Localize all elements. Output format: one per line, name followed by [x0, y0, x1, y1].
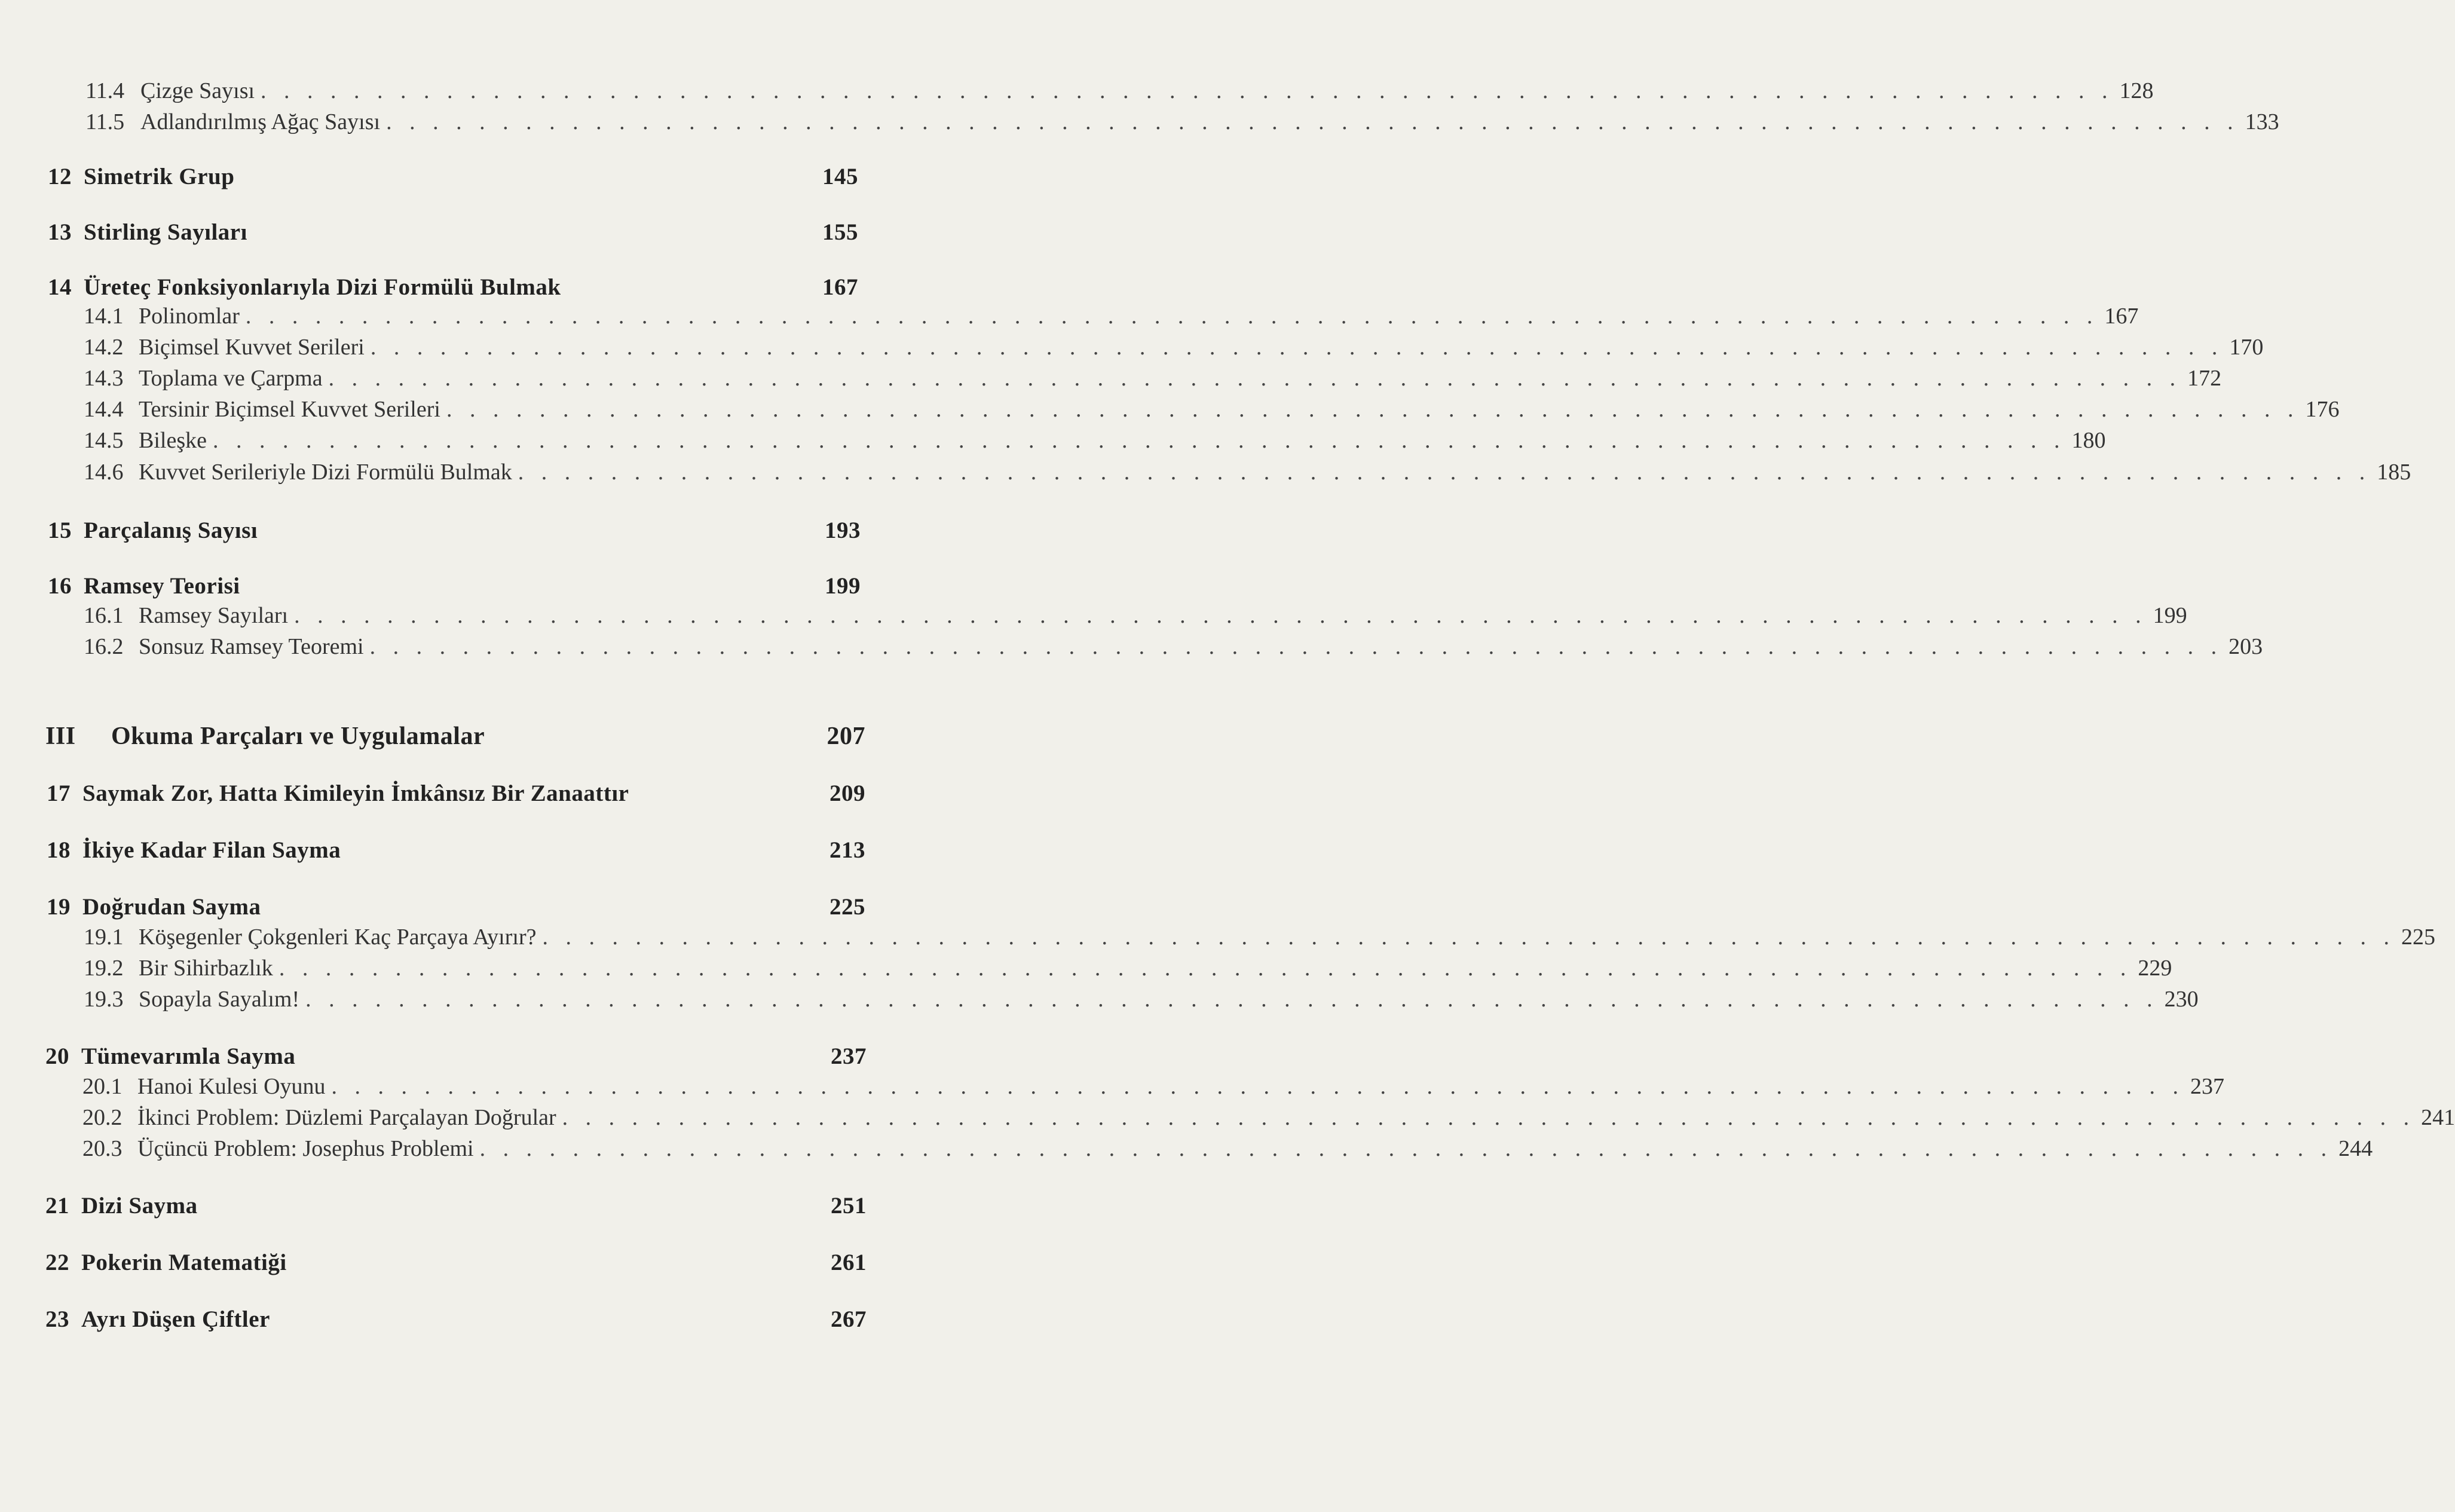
- page-number: 199: [2153, 603, 2187, 628]
- page-number: 230: [2164, 987, 2199, 1012]
- section-entry-14-3: [84, 365, 2222, 391]
- chapter-entry-12: [48, 163, 858, 190]
- entry-title: Tersinir Biçimsel Kuvvet Serileri: [139, 397, 440, 422]
- dot-leader: . . . . . . . . . . . . . . . . . . . . . . . . . . . . . . . . . . . . . . . . . . . . . . . . . . . . . . . . . . . . . . . . . . . . . . . . . . . . . . . .: [245, 304, 2099, 329]
- page-number: 225: [2401, 925, 2435, 950]
- entry-number: III: [45, 723, 76, 750]
- section-entry-14-4: [84, 396, 2340, 423]
- entry-title: Ayrı Düşen Çiftler: [81, 1306, 270, 1332]
- entry-title: Saymak Zor, Hatta Kimileyin İmkânsız Bir Zanaattır: [82, 781, 629, 806]
- page-number: 229: [2138, 956, 2172, 981]
- entry-title: Dizi Sayma: [81, 1193, 198, 1219]
- page-number: 209: [829, 781, 865, 806]
- entry-number: 14: [48, 274, 72, 300]
- entry-title: İkinci Problem: Düzlemi Parçalayan Doğrular: [137, 1105, 556, 1130]
- section-entry-14-2: [84, 334, 2264, 360]
- entry-number: 23: [45, 1306, 69, 1332]
- section-entry-11-5: [85, 109, 2279, 135]
- entry-title: Çizge Sayısı: [140, 78, 255, 103]
- entry-title: Üçüncü Problem: Josephus Problemi: [137, 1136, 474, 1161]
- entry-title: Hanoi Kulesi Oyunu: [137, 1074, 326, 1099]
- entry-title: Ramsey Teorisi: [84, 573, 240, 599]
- entry-number: 19.1: [84, 925, 124, 950]
- entry-number: 19: [47, 894, 71, 920]
- entry-number: 16.2: [84, 634, 124, 659]
- page-number: 185: [2377, 460, 2411, 485]
- entry-number: 16: [48, 573, 72, 599]
- chapter-entry-16: [48, 573, 861, 599]
- entry-number: 20.3: [82, 1136, 123, 1161]
- entry-title: Toplama ve Çarpma: [139, 366, 323, 391]
- page-number: 128: [2119, 78, 2154, 103]
- entry-title: İkiye Kadar Filan Sayma: [82, 837, 341, 863]
- page-number: 237: [2190, 1074, 2225, 1099]
- entry-title: Okuma Parçaları ve Uygulamalar: [111, 723, 485, 750]
- page-number: 176: [2305, 397, 2340, 422]
- dot-leader: . . . . . . . . . . . . . . . . . . . . . . . . . . . . . . . . . . . . . . . . . . . . . . . . . . . . . . . . . . . . . . . . . . . . . . . . . . . . . . . .: [562, 1105, 2416, 1130]
- part-entry-iii: [45, 722, 865, 751]
- dot-leader: . . . . . . . . . . . . . . . . . . . . . . . . . . . . . . . . . . . . . . . . . . . . . . . . . . . . . . . . . . . . . . . . . . . . . . . . . . . . . . . .: [261, 78, 2114, 103]
- entry-title: Ramsey Sayıları: [139, 603, 289, 628]
- page-number: 145: [822, 164, 858, 189]
- entry-title: Adlandırılmış Ağaç Sayısı: [140, 109, 381, 134]
- entry-title: Sopayla Sayalım!: [139, 987, 300, 1012]
- section-entry-14-5: [84, 427, 2106, 454]
- page-number: 225: [829, 894, 865, 920]
- page-number: 237: [831, 1043, 867, 1069]
- entry-number: 16.1: [84, 603, 124, 628]
- page-number: 244: [2338, 1136, 2373, 1161]
- entry-title: Bir Sihirbazlık: [139, 956, 273, 981]
- page-number: 170: [2229, 335, 2264, 360]
- page-number: 261: [831, 1250, 867, 1275]
- dot-leader: . . . . . . . . . . . . . . . . . . . . . . . . . . . . . . . . . . . . . . . . . . . . . . . . . . . . . . . . . . . . . . . . . . . . . . . . . . . . . . . .: [479, 1136, 2333, 1161]
- entry-number: 14.1: [84, 304, 124, 329]
- chapter-entry-15: [48, 517, 861, 544]
- entry-title: Doğrudan Sayma: [82, 894, 261, 920]
- section-entry-16-2: [84, 633, 2263, 660]
- entry-number: 19.3: [84, 987, 124, 1012]
- entry-number: 14.3: [84, 366, 124, 391]
- entry-number: 13: [48, 219, 72, 245]
- page-number: 213: [829, 837, 865, 863]
- page-number: 241: [2421, 1105, 2455, 1130]
- page-number: 172: [2187, 366, 2222, 391]
- entry-title: Pokerin Matematiği: [81, 1250, 287, 1275]
- section-entry-19-3: [84, 986, 2199, 1012]
- entry-title: Biçimsel Kuvvet Serileri: [139, 335, 365, 360]
- entry-number: 11.5: [85, 109, 125, 134]
- chapter-entry-22: [45, 1249, 867, 1276]
- entry-title: Simetrik Grup: [84, 164, 235, 189]
- entry-title: Tümevarımla Sayma: [81, 1043, 296, 1069]
- chapter-entry-17: [47, 780, 865, 807]
- entry-number: 20.2: [82, 1105, 123, 1130]
- entry-number: 12: [48, 164, 72, 189]
- entry-title: Parçalanış Sayısı: [84, 518, 258, 543]
- section-entry-14-6: [84, 459, 2411, 485]
- entry-title: Sonsuz Ramsey Teoremi: [139, 634, 364, 659]
- page-number: 155: [822, 219, 858, 245]
- dot-leader: . . . . . . . . . . . . . . . . . . . . . . . . . . . . . . . . . . . . . . . . . . . . . . . . . . . . . . . . . . . . . . . . . . . . . . . . . . . . . . . .: [294, 603, 2147, 628]
- section-entry-14-1: [84, 303, 2139, 329]
- entry-title: Kuvvet Serileriyle Dizi Formülü Bulmak: [139, 460, 512, 485]
- section-entry-11-4: [85, 78, 2154, 104]
- section-entry-20-3: [82, 1135, 2373, 1162]
- dot-leader: . . . . . . . . . . . . . . . . . . . . . . . . . . . . . . . . . . . . . . . . . . . . . . . . . . . . . . . . . . . . . . . . . . . . . . . . . . . . . . . .: [305, 987, 2159, 1012]
- section-entry-20-1: [82, 1073, 2225, 1100]
- section-entry-16-1: [84, 602, 2187, 629]
- dot-leader: . . . . . . . . . . . . . . . . . . . . . . . . . . . . . . . . . . . . . . . . . . . . . . . . . . . . . . . . . . . . . . . . . . . . . . . . . . . . . . . .: [370, 335, 2224, 360]
- entry-number: 21: [45, 1193, 69, 1219]
- page-number: 193: [825, 518, 861, 543]
- page-number: 180: [2071, 428, 2106, 453]
- dot-leader: . . . . . . . . . . . . . . . . . . . . . . . . . . . . . . . . . . . . . . . . . . . . . . . . . . . . . . . . . . . . . . . . . . . . . . . . . . . . . . . .: [328, 366, 2182, 391]
- entry-title: Polinomlar: [139, 304, 240, 329]
- page-number: 167: [2104, 304, 2139, 329]
- chapter-entry-14: [48, 274, 858, 301]
- entry-number: 11.4: [85, 78, 125, 103]
- entry-number: 20.1: [82, 1074, 123, 1099]
- entry-number: 15: [48, 518, 72, 543]
- page-number: 267: [831, 1306, 867, 1332]
- page-number: 167: [822, 274, 858, 300]
- chapter-entry-23: [45, 1306, 867, 1333]
- entry-number: 20: [45, 1043, 69, 1069]
- entry-number: 17: [47, 781, 71, 806]
- entry-number: 19.2: [84, 956, 124, 981]
- entry-number: 22: [45, 1250, 69, 1275]
- dot-leader: . . . . . . . . . . . . . . . . . . . . . . . . . . . . . . . . . . . . . . . . . . . . . . . . . . . . . . . . . . . . . . . . . . . . . . . . . . . . . . . .: [386, 109, 2239, 134]
- page-number: 203: [2229, 634, 2263, 659]
- dot-leader: . . . . . . . . . . . . . . . . . . . . . . . . . . . . . . . . . . . . . . . . . . . . . . . . . . . . . . . . . . . . . . . . . . . . . . . . . . . . . . . .: [278, 956, 2132, 981]
- section-entry-19-1: [84, 924, 2435, 950]
- entry-number: 14.6: [84, 460, 124, 485]
- page-number: 207: [827, 723, 865, 750]
- section-entry-20-2: [82, 1104, 2455, 1131]
- dot-leader: . . . . . . . . . . . . . . . . . . . . . . . . . . . . . . . . . . . . . . . . . . . . . . . . . . . . . . . . . . . . . . . . . . . . . . . . . . . . . . . .: [446, 397, 2300, 422]
- dot-leader: . . . . . . . . . . . . . . . . . . . . . . . . . . . . . . . . . . . . . . . . . . . . . . . . . . . . . . . . . . . . . . . . . . . . . . . . . . . . . . . .: [369, 634, 2223, 659]
- chapter-entry-20: [45, 1043, 867, 1070]
- dot-leader: . . . . . . . . . . . . . . . . . . . . . . . . . . . . . . . . . . . . . . . . . . . . . . . . . . . . . . . . . . . . . . . . . . . . . . . . . . . . . . . .: [212, 428, 2066, 453]
- entry-number: 14.2: [84, 335, 124, 360]
- dot-leader: . . . . . . . . . . . . . . . . . . . . . . . . . . . . . . . . . . . . . . . . . . . . . . . . . . . . . . . . . . . . . . . . . . . . . . . . . . . . . . . .: [542, 925, 2395, 950]
- entry-title: Köşegenler Çokgenleri Kaç Parçaya Ayırır?: [139, 925, 537, 950]
- dot-leader: . . . . . . . . . . . . . . . . . . . . . . . . . . . . . . . . . . . . . . . . . . . . . . . . . . . . . . . . . . . . . . . . . . . . . . . . . . . . . . . .: [331, 1074, 2185, 1099]
- page-number: 251: [831, 1193, 867, 1219]
- chapter-entry-18: [47, 837, 865, 864]
- dot-leader: . . . . . . . . . . . . . . . . . . . . . . . . . . . . . . . . . . . . . . . . . . . . . . . . . . . . . . . . . . . . . . . . . . . . . . . . . . . . . . . .: [518, 460, 2371, 485]
- section-entry-19-2: [84, 955, 2172, 981]
- entry-number: 14.5: [84, 428, 124, 453]
- chapter-entry-21: [45, 1192, 867, 1219]
- entry-title: Üreteç Fonksiyonlarıyla Dizi Formülü Bulmak: [84, 274, 561, 300]
- entry-title: Bileşke: [139, 428, 207, 453]
- entry-number: 14.4: [84, 397, 124, 422]
- entry-title: Stirling Sayıları: [84, 219, 247, 245]
- chapter-entry-19: [47, 893, 865, 920]
- page-number: 199: [825, 573, 861, 599]
- page-number: 133: [2245, 109, 2279, 134]
- chapter-entry-13: [48, 219, 858, 246]
- entry-number: 18: [47, 837, 71, 863]
